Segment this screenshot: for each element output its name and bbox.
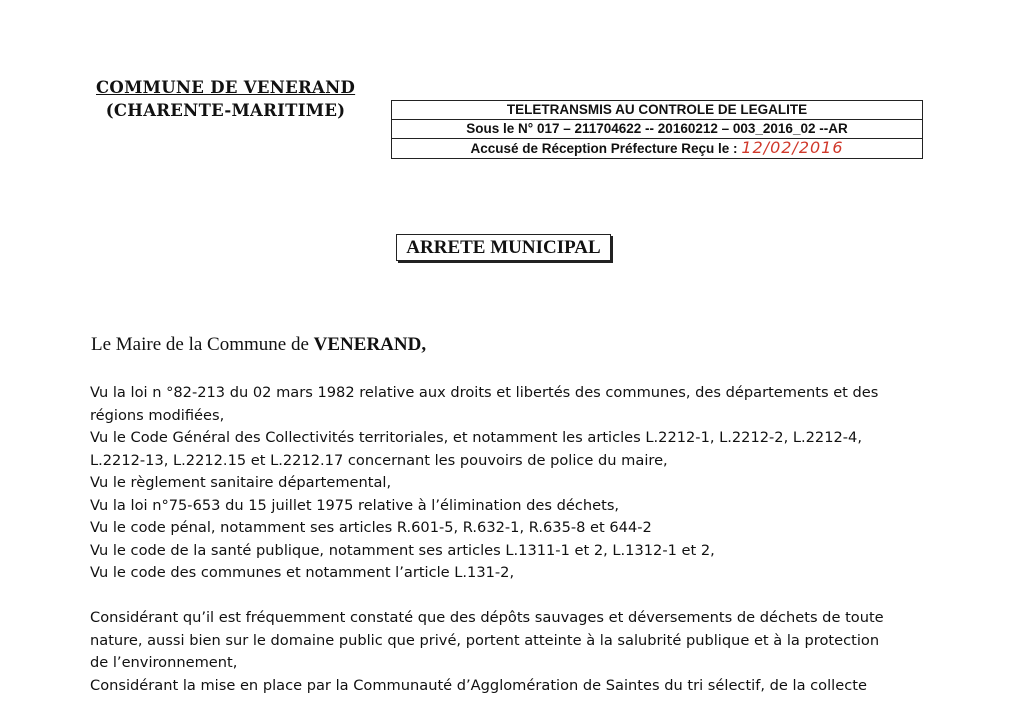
commune-name: COMMUNE DE VENERAND (96, 78, 356, 97)
stamp-row-teletransmis: TELETRANSMIS AU CONTROLE DE LEGALITE (392, 101, 923, 120)
vu-line: L.2212-13, L.2212.15 et L.2212.17 concernant les pouvoirs de police du maire, (90, 451, 668, 469)
considerant-line: nature, aussi bien sur le domaine public que privé, portent atteinte à la salubrité publique et à la protection (90, 631, 880, 649)
document-title: ARRETE MUNICIPAL (396, 234, 611, 261)
legality-stamp-box (391, 100, 923, 159)
considerant-line: Considérant la mise en place par la Communauté d’Agglomération de Saintes du tri sélectif, de la collecte (90, 676, 867, 694)
intro-prefix: Le Maire de la Commune de (91, 334, 309, 355)
vu-line: Vu la loi n°75-653 du 15 juillet 1975 relative à l’élimination des déchets, (90, 496, 620, 514)
intro-commune-name: VENERAND, (313, 334, 427, 355)
vu-line: Vu le Code Général des Collectivités territoriales, et notamment les articles L.2212-1, L.2212-2, L.2212-4, (90, 429, 862, 446)
vu-line: Vu le code de la santé publique, notamment ses articles L.1311-1 et 2, L.1312-1 et 2, (90, 541, 715, 559)
vu-line: Vu le règlement sanitaire départemental, (90, 474, 392, 491)
vu-line: Vu le code des communes et notamment l’article L.131-2, (90, 564, 515, 581)
intro-line (91, 334, 426, 356)
considerant-line: Considérant qu’il est fréquemment constaté que des dépôts sauvages et déversements de déchets de toute (90, 609, 884, 626)
vu-line: Vu la loi n °82-213 du 02 mars 1982 relative aux droits et libertés des communes, des départements et des (90, 384, 879, 401)
vu-line: régions modifiées, (90, 406, 225, 424)
commune-header (96, 76, 355, 122)
vu-line: Vu le code pénal, notamment ses articles R.601-5, R.632-1, R.635-8 et 644-2 (90, 519, 652, 536)
commune-department: (CHARENTE-MARITIME) (105, 101, 346, 120)
stamp-reception-label: Accusé de Réception Préfecture Reçu le : (470, 141, 738, 156)
considerant-line: de l’environnement, (90, 654, 238, 671)
paragraph-gap (90, 585, 916, 608)
document-body (90, 382, 916, 697)
stamp-row-reception (392, 139, 923, 159)
handwritten-date: 12/02/2016 (741, 138, 844, 157)
stamp-row-number: Sous le N° 017 – 211704622 -- 20160212 – 003_2016_02 --AR (392, 120, 923, 139)
